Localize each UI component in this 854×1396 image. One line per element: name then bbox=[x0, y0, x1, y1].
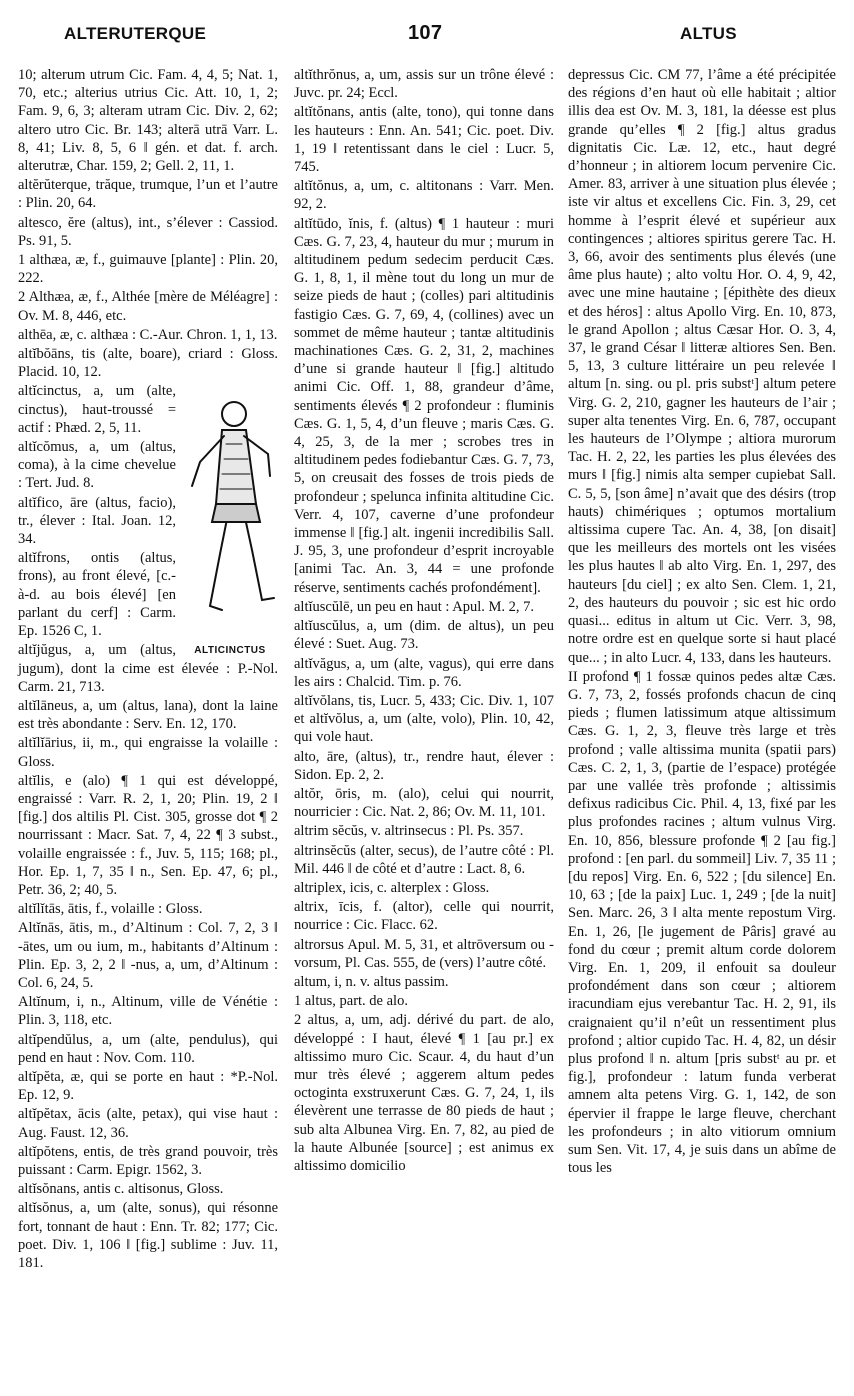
page-number: 107 bbox=[408, 22, 443, 44]
entry-altrorsus: altrorsus Apul. M. 5, 31, et altrōversum ou -vorsum, Pl. Cas. 555, de (vers) l’autre côté. bbox=[294, 936, 554, 971]
entry-altor: altŏr, ōris, m. (alo), celui qui nourrit, nourricier : Cic. Nat. 2, 86; Ov. M. 11, 101. bbox=[294, 785, 554, 821]
entry-altum: altum, i, n. v. altus passim. bbox=[294, 973, 449, 990]
entry-altitudo: altĭtūdo, ĭnis, f. (altus) ¶ 1 hauteur : muri Cæs. G. 7, 23, 4, hauteur du mur ; murum in altitudinem pedum sedecim perducit Cæs. G. 1, 8, 1, il mène tout du long un mur de seize pieds de haut ; (colles) pari altitudinis fastigio Cæs. G. 7, 69, 4, (collines) avec un sommet de même hauteur ; tantæ altitudinis machinationes Cæs. G. 2, 31, 2, machines d’une si grande hauteur ‖ [fig.] altitudo animi Cic. Off. 1, 88, grandeur d’âme, sentiments élevés ¶ 2 profondeur : fluminis Cæs. G. 1, 5, 4, d’un fleuve ; maris Cæs. G. 4, 25, 3, de la mer ; scrobes tres in altitudinem pedes fodiebantur Cæs. G. 7, 73, 5, on creusait des fosses de trois pieds de profondeur ; spelunca infinita altitudine Cic. Verr. 4, 107, caverne d’une profondeur immense ‖ [fig.] alt. ingenii incredibilis Sall. J. 95, 3, une profondeur d’esprit incroyable [animi Tac. An. 3, 44 = une profonde réserve, sentiments cachés profondément]. bbox=[294, 215, 554, 596]
entry-altrix: altrix, īcis, f. (altor), celle qui nourrit, nourrice : Cic. Flacc. 62. bbox=[294, 899, 554, 934]
entry-altitonans: altĭtŏnans, antis (alte, tono), qui tonne dans les hauteurs : Enn. An. 541; Cic. poet. Div. 1, 19 ‖ retentissant dans le ciel : Lucr. 5, 745. bbox=[294, 104, 554, 176]
entry-altiuscule: altĭuscŭlē, un peu en haut : Apul. M. 2, 7. bbox=[294, 598, 535, 615]
entry-altisonus: altĭsŏnus, a, um (alte, sonus), qui résonne fort, tonnant de haut : Enn. Tr. 82; 177; Cic. poet. Div. 1, 106 ‖ [fig.] sublime : Juv. 11, 181. bbox=[18, 1200, 278, 1271]
entry-altivolans: altĭvŏlans, tis, Lucr. 5, 433; Cic. Div. 1, 107 et altĭvŏlus, a, um (alte, volo), Plin. 10, 42, qui vole haut. bbox=[294, 692, 554, 746]
column-left bbox=[18, 66, 278, 1273]
entry-alticinctus: altĭcinctus, a, um (alte, cinctus), haut-troussé = actif : Phæd. 2, 5, 11. bbox=[18, 383, 176, 436]
alticinctus-illustration bbox=[182, 384, 278, 654]
entry-altipeta: altĭpĕta, æ, qui se porte en haut : *P.-Nol. Ep. 12, 9. bbox=[18, 1068, 278, 1104]
entry-alto: alto, āre, (altus), tr., rendre haut, élever : Sidon. Ep. 2, 2. bbox=[294, 748, 554, 783]
entry-altilaneus: altĭlāneus, a, um (altus, lana), dont la laine est très abondante : Serv. En. 12, 170. bbox=[18, 697, 278, 733]
entry-altithronus: altĭthrŏnus, a, um, assis sur un trône élevé : Juvc. pr. 24; Eccl. bbox=[294, 67, 554, 102]
entry-altipetax: altĭpĕtax, ācis (alte, petax), qui vise haut : Aug. Faust. 12, 36. bbox=[18, 1106, 278, 1141]
entry-alteruterque: altĕrŭterque, trăque, trumque, l’un et l’autre : Plin. 20, 64. bbox=[18, 177, 278, 212]
column-right bbox=[568, 66, 836, 1178]
entry-altivagus: altĭvăgus, a, um (alte, vagus), qui erre dans les airs : Chalcid. Tim. p. 76. bbox=[294, 655, 554, 690]
entry-altipendulus: altĭpendŭlus, a, um (alte, pendulus), qui pend en haut : Nov. Com. 110. bbox=[18, 1031, 278, 1066]
figure-caption: ALTICINCTUS bbox=[194, 644, 266, 656]
entry-altesco: altesco, ĕre (altus), int., s’élever : Cassiod. Ps. 91, 5. bbox=[18, 214, 278, 249]
entry-altiliarius: altĭlĭārius, ii, m., qui engraisse la volaille : Gloss. bbox=[18, 735, 278, 770]
entry-altinas: Altĭnās, ātis, m., d’Altinum : Col. 7, 2, 3 ‖ -ātes, um ou ium, m., habitants d’Altinum : Plin. Ep. 3, 2, 2 ‖ -nus, a, um, d’Altinum : Col. 6, 24, 5. bbox=[18, 920, 278, 991]
entry-altus-2-continued: depressus Cic. CM 77, l’âme a été précipitée des régions d’en haut où elle habitait ; altior illis dea est Ov. M. 3, 181, la déesse est plus grande qu’elles ¶ 2 [fig.] altus gradus dignitatis Cic. Læ. 12, etc., haut degré d’honneur ; in altiorem locum pervenire Cic. Amer. 83, arriver à une situation plus élevée ; iste vir altus et excellens Cic. Fin. 3, 29, cet homme à l’esprit élevé et supérieur aux contingences ; altiores spiritus gerere Tac. H. 3, 66, avoir des sentiments plus élevés (une âme plus haute) ; alto voltu Hor. O. 4, 9, 42, avec une mine hautaine ; [épithète des dieux et des héros] : altus Apollo Virg. En. 10, 873, le grand Apollon ; altus Cæsar Hor. O. 3, 4, 37, le grand César ‖ litteræ altiores Sen. Ben. 5, 13, 3 culture littéraire un peu relevée ‖ altum [n. sing. ou pl. pris substᵗ] altum petere Virg. G. 2, 210, gagner les hauteurs de l’air ; super alta tenentes Virg. En. 6, 787, occupant les hauteurs de l’Olympe ; altiora murorum Tac. H. 2, 22, les parties les plus élevées des murs ‖ [fig.] nimis alta semper cupiebat Sall. C. 5, 5, [son âme] n’avait que des désirs (trop hauts) chimériques ; optumos mortalium altissima cupere Tac. An. 4, 38, [on disait] que les meilleurs des mortels ont les visées les plus hautes ‖ ab alto Virg. En. 1, 297, des hauteurs [du ciel] ; ex alto Sen. Clem. 1, 21, 2, des hauteurs du pouvoir ; sic est hic ordo quasi... editus in altum ut Cic. Verr. 3, 98, notre ordre est en quelque sorte si haut placé que... ; in alto Lucr. 4, 133, dans les hauteurs. bbox=[568, 67, 836, 666]
entry-altisonans: altĭsŏnans, antis c. altisonus, Gloss. bbox=[18, 1181, 224, 1198]
entry-altriplex: altriplex, icis, c. alterplex : Gloss. bbox=[294, 879, 490, 896]
entry-altus-2-section-II: II profond ¶ 1 fossæ quinos pedes altæ Cæs. G. 7, 73, 2, fossés profonds chacun de cinq pieds ; flumen latissimum atque altissimum Cæs. G. 1, 2, 3, fleuve très large et très profond ; valle altissima munita (spatii pars) Cæs. C. 2, 1, 3, (partie de l’espace) protégée par une vallée très profonde ; altissimis defixus radicibus Cic. Phil. 4, 13, fixé par les plus profondes racines ; altum vulnus Virg. En. 10, 856, blessure profonde ¶ 2 [au fig.] profond : [en parl. du sommeil] Liv. 7, 35 11 ; [du repos] Virg. En. 6, 522 ; [du silence] En. 10, 63 ; [de la paix] Luc. 1, 249 ; [de la nuit] Sen. Marc. 26, 3 ‖ alta mente repostum Virg. En. 1, 26, [le jugement de Pâris] gravé au fond du cœur ; premit altum corde dolorem Virg. En. 1, 209, il enfouit sa douleur profondément dans son cœur ; altiorem iracundiam ejus verebantur Tac. H. 2, 91, ils craignaient qu’il n’eût un ressentiment plus profond ; altior cupido Tac. H. 4, 82, un désir plus profond ‖ n. altum [pris substᵗ au pr. et fig.], profondeur : latum funda verberat amnem alta petens Virg. G. 1, 142, de son épervier il frappe le large fleuve, cherchant les profondeurs ; in alto vitiorum omnium sum Sen. Vit. 17, 4, je suis dans un abîme de tous les bbox=[568, 668, 836, 1177]
entry-altipotens: altĭpŏtens, entis, de très grand pouvoir, très puissant : Carm. Epigr. 1562, 3. bbox=[18, 1143, 278, 1178]
running-head-last-entry: ALTUS bbox=[680, 24, 737, 43]
entry-altus-2: 2 altus, a, um, adj. dérivé du part. de alo, développé : I haut, élevé ¶ 1 [au pr.] ex altissimo muro Cic. Scaur. 4, du haut d’un mur très élevé ; aggerem altum pedes octoginta exstruxerunt Cæs. G. 7, 24, 1, ils élevèrent une terrasse de 80 pieds de haut ; sub alta Albunea Virg. En. 7, 82, au pied de la haute Albunée [source] ; est animus ex altissimo domicilio bbox=[294, 1012, 554, 1174]
entry-altilis: altĭlis, e (alo) ¶ 1 qui est développé, engraissé : Varr. R. 2, 1, 20; Plin. 19, 2 ‖ [fig.] dos altilis Pl. Cist. 305, grosse dot ¶ 2 nourrissant : Macr. Sat. 7, 4, 22 ¶ 3 subst., volaille engraissée : f., Juv. 5, 115; 168; pl., Hor. Ep. 1, 7, 35 ‖ n., Sen. Ep. 47, 6; pl., Petr. 36, 2; 40, 5. bbox=[18, 772, 278, 898]
entry-altifrons: altĭfrons, ontis (altus, frons), au front élevé, [c.-à-d. au bois élevé] [en parlant du cerf] : Carm. Ep. 1526 C, 1. bbox=[18, 550, 176, 640]
entry-altiboans: altĭbŏāns, tis (alte, boare), criard : Gloss. Placid. 10, 12. bbox=[18, 346, 278, 381]
entry-altilitas: altĭlĭtās, ātis, f., volaille : Gloss. bbox=[18, 901, 203, 918]
running-head-first-entry: ALTERUTERQUE bbox=[64, 24, 207, 43]
entry-altijugus: altĭjŭgus, a, um (altus, jugum), dont la cime est élevée : P.-Nol. Carm. 21, 713. bbox=[18, 642, 278, 695]
entry-althaea-2: 2 Althæa, æ, f., Althée [mère de Méléagre] : Ov. M. 8, 446, etc. bbox=[18, 289, 278, 324]
entry-altiusculus: altĭuscŭlus, a, um (dim. de altus), un peu élevé : Suet. Aug. 73. bbox=[294, 618, 554, 653]
entry-altifico: altĭfico, āre (altus, facio), tr., élever : Ital. Joan. 12, 34. bbox=[18, 494, 176, 548]
entry-altitonus: altĭtŏnus, a, um, c. altitonans : Varr. Men. 92, 2. bbox=[294, 178, 554, 213]
page-header bbox=[0, 0, 854, 56]
running-man-figure bbox=[182, 384, 278, 636]
entry-altrinsecus: altrinsĕcŭs (alter, secus), de l’autre côté : Pl. Mil. 446 ‖ de côté et d’autre : Lact. 8, 6. bbox=[294, 842, 554, 877]
entry-text: 10; alterum utrum Cic. Fam. 4, 4, 5; Nat. 1, 70, etc.; alterius utrius Cic. Att. 10, 1, 2; Fam. 9, 6, 3; alteram utram Cic. Div. 2, 62; altero utro Cic. Br. 143; alterā utrā Varr. L. 8, 41; Liv. 8, 5, 6 ‖ gén. et dat. f. arch. alterutræ, Char. 159, 2; Gell. 2, 11, 1. bbox=[18, 67, 278, 175]
column-middle bbox=[294, 66, 554, 1176]
entry-altinum: Altĭnum, i, n., Altinum, ville de Vénétie : Plin. 3, 118, etc. bbox=[18, 994, 278, 1029]
entry-althaea-1: 1 althæa, æ, f., guimauve [plante] : Plin. 20, 222. bbox=[18, 252, 278, 287]
entry-altus-1: 1 altus, part. de alo. bbox=[294, 993, 408, 1010]
entry-alticomus: altĭcŏmus, a, um (altus, coma), à la cime chevelue : Tert. Jud. 8. bbox=[18, 439, 176, 492]
entry-althea: althēa, æ, c. althæa : C.-Aur. Chron. 1, 1, 13. bbox=[18, 326, 278, 343]
entry-altrim-secus: altrim sĕcŭs, v. altrinsecus : Pl. Ps. 357. bbox=[294, 823, 524, 840]
